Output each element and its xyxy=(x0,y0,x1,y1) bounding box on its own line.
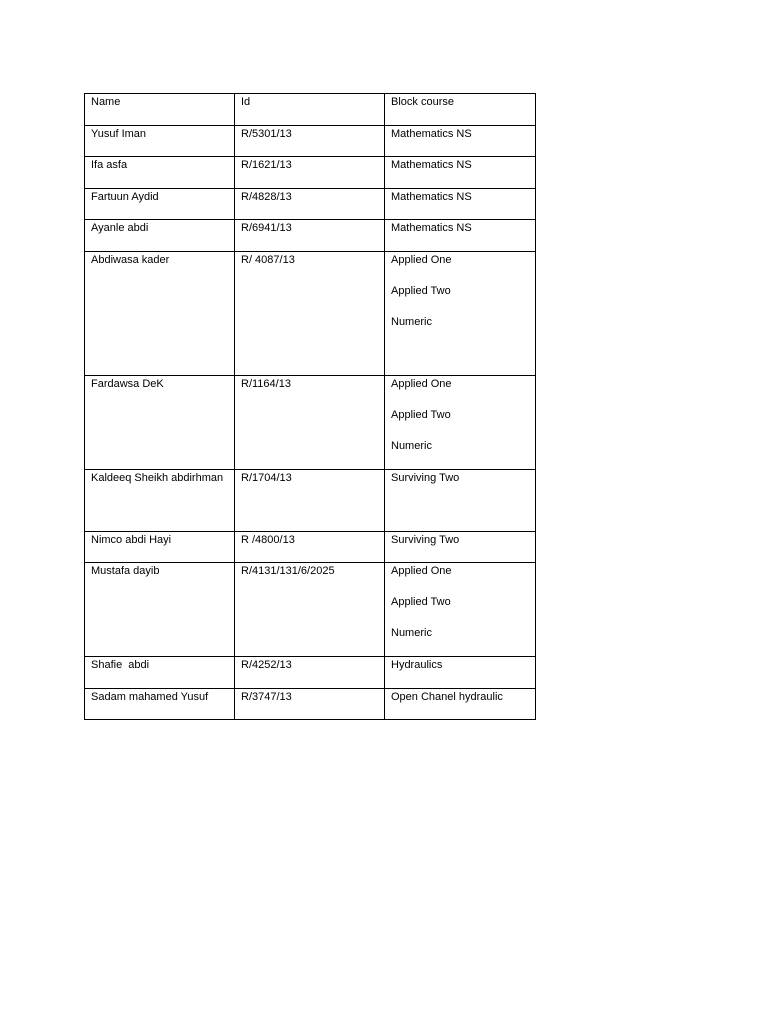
id-cell xyxy=(235,563,385,657)
course-entry: Applied Two xyxy=(391,596,451,608)
name-cell xyxy=(85,689,235,720)
id-cell xyxy=(235,532,385,563)
id-cell xyxy=(235,376,385,470)
table-row xyxy=(85,657,536,689)
header-id-label: Id xyxy=(241,96,251,108)
student-id: R /4800/13 xyxy=(241,534,295,546)
id-cell xyxy=(235,157,385,189)
course-entry: Mathematics NS xyxy=(391,222,472,234)
student-name: Nimco abdi Hayi xyxy=(91,534,172,546)
course-cell xyxy=(385,689,536,720)
course-cell xyxy=(385,220,536,252)
course-entry: Numeric xyxy=(391,440,432,452)
course-entry: Numeric xyxy=(391,627,432,639)
table-row xyxy=(85,470,536,532)
student-id: R/4131/131/6/2025 xyxy=(241,565,335,577)
table-row xyxy=(85,376,536,470)
student-name: Fardawsa DeK xyxy=(91,378,164,390)
course-entry: Mathematics NS xyxy=(391,128,472,140)
course-cell xyxy=(385,563,536,657)
id-cell xyxy=(235,689,385,720)
id-cell xyxy=(235,189,385,220)
name-cell xyxy=(85,126,235,157)
name-cell xyxy=(85,376,235,470)
header-cell-course xyxy=(385,94,536,126)
course-entry: Applied One xyxy=(391,254,452,266)
student-name: Yusuf Iman xyxy=(91,128,147,140)
course-entry: Surviving Two xyxy=(391,472,460,484)
id-cell xyxy=(235,126,385,157)
student-id: R/4828/13 xyxy=(241,191,292,203)
student-name: Fartuun Aydid xyxy=(91,191,159,203)
header-course-label: Block course xyxy=(391,96,454,108)
id-cell xyxy=(235,657,385,689)
header-cell-id xyxy=(235,94,385,126)
student-id: R/3747/13 xyxy=(241,691,292,703)
course-entry: Open Chanel hydraulic xyxy=(391,691,503,703)
table-row xyxy=(85,157,536,189)
student-id: R/4252/13 xyxy=(241,659,292,671)
header-cell-name xyxy=(85,94,235,126)
course-cell xyxy=(385,657,536,689)
course-entry: Applied One xyxy=(391,565,452,577)
course-entry: Applied Two xyxy=(391,285,451,297)
student-name: Ayanle abdi xyxy=(91,222,149,234)
student-id: R/ 4087/13 xyxy=(241,254,295,266)
course-cell xyxy=(385,189,536,220)
student-id: R/1164/13 xyxy=(241,378,291,390)
id-cell xyxy=(235,470,385,532)
header-name-label: Name xyxy=(91,96,121,108)
id-cell xyxy=(235,220,385,252)
name-cell xyxy=(85,252,235,376)
course-cell xyxy=(385,470,536,532)
table-row xyxy=(85,252,536,376)
course-entry: Applied One xyxy=(391,378,452,390)
name-cell xyxy=(85,563,235,657)
table-row xyxy=(85,563,536,657)
course-cell xyxy=(385,376,536,470)
course-cell xyxy=(385,157,536,189)
table-row xyxy=(85,532,536,563)
table-header-row xyxy=(85,94,536,126)
name-cell xyxy=(85,532,235,563)
table-row xyxy=(85,689,536,720)
student-name: Shafie abdi xyxy=(91,659,150,671)
course-cell xyxy=(385,126,536,157)
name-cell xyxy=(85,220,235,252)
course-entry: Mathematics NS xyxy=(391,159,472,171)
id-cell xyxy=(235,252,385,376)
student-id: R/1704/13 xyxy=(241,472,292,484)
student-name: Abdiwasa kader xyxy=(91,254,170,266)
table-row xyxy=(85,220,536,252)
student-id: R/6941/13 xyxy=(241,222,292,234)
student-name: Ifa asfa xyxy=(91,159,128,171)
student-name: Mustafa dayib xyxy=(91,565,160,577)
course-entry: Hydraulics xyxy=(391,659,443,671)
course-entry: Surviving Two xyxy=(391,534,460,546)
student-name: Sadam mahamed Yusuf xyxy=(91,691,209,703)
student-id: R/5301/13 xyxy=(241,128,292,140)
course-cell xyxy=(385,532,536,563)
name-cell xyxy=(85,470,235,532)
course-entry: Applied Two xyxy=(391,409,451,421)
table-row xyxy=(85,126,536,157)
course-cell xyxy=(385,252,536,376)
student-id: R/1621/13 xyxy=(241,159,292,171)
course-entry: Mathematics NS xyxy=(391,191,472,203)
student-name: Kaldeeq Sheikh abdirhman xyxy=(91,472,224,484)
name-cell xyxy=(85,657,235,689)
course-entry: Numeric xyxy=(391,316,432,328)
name-cell xyxy=(85,189,235,220)
table-row xyxy=(85,189,536,220)
name-cell xyxy=(85,157,235,189)
student-course-table xyxy=(84,93,536,720)
